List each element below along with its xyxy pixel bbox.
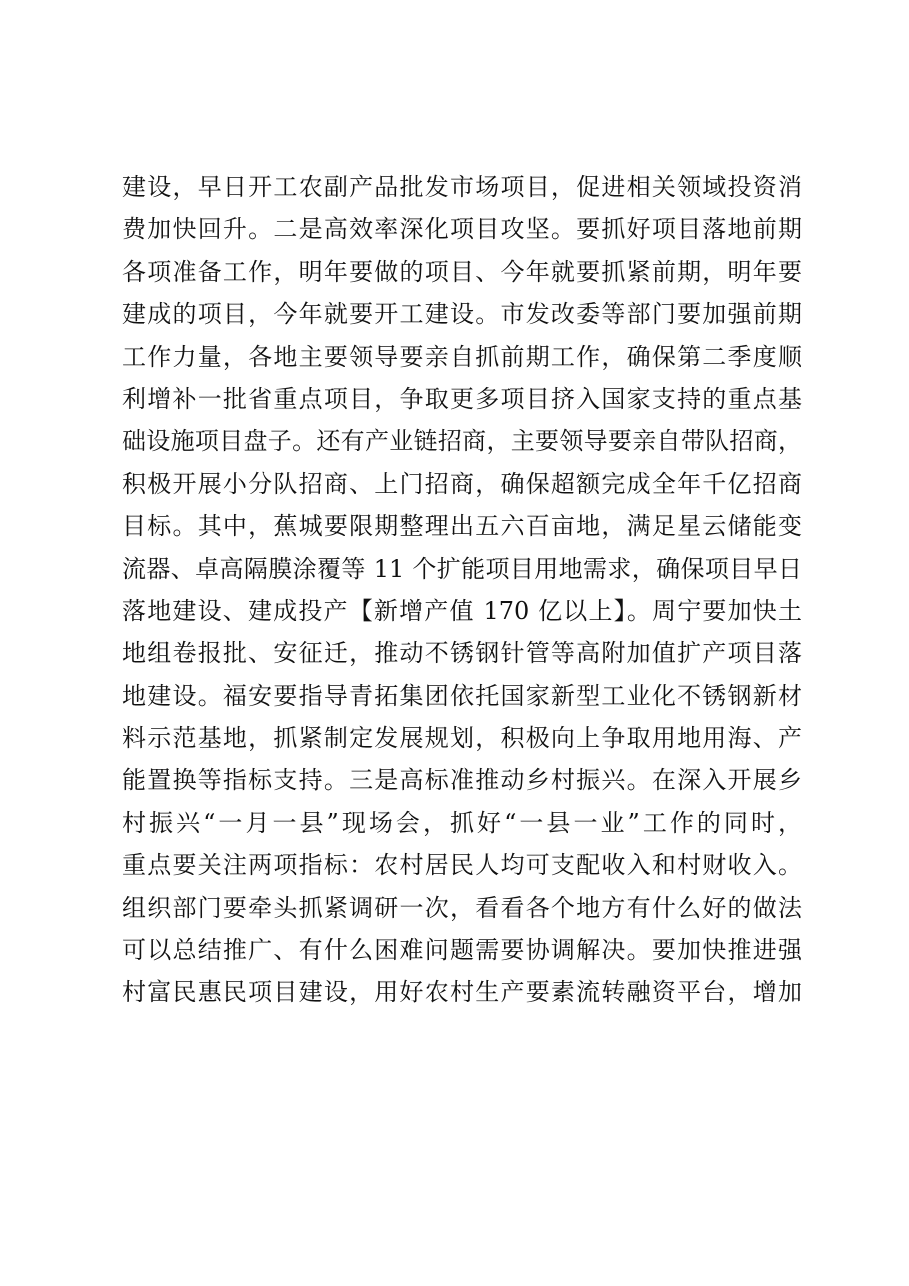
text-line: 积极开展小分队招商、上门招商，确保超额完成全年千亿招商 [122,469,802,498]
text-line: 工作力量，各地主要领导要亲自抓前期工作，确保第二季度顺 [122,342,802,371]
body-paragraph [122,166,802,1014]
text-line: 利增补一批省重点项目，争取更多项目挤入国家支持的重点基 [122,384,802,413]
text-line: 料示范基地，抓紧制定发展规划，积极向上争取用地用海、产 [122,724,802,753]
text-line: 建成的项目，今年就要开工建设。市发改委等部门要加强前期 [122,300,802,329]
text-line: 落地建设、建成投产【新增产值 170 亿以上】。周宁要加快土 [122,596,802,625]
text-line: 村振兴“一月一县”现场会，抓好“一县一业”工作的同时， [122,808,802,837]
text-line: 组织部门要牵头抓紧调研一次，看看各个地方有什么好的做法 [122,893,802,922]
text-line: 重点要关注两项指标：农村居民人均可支配收入和村财收入。 [122,851,802,880]
text-line: 费加快回升。二是高效率深化项目攻坚。要抓好项目落地前期 [122,215,802,244]
text-line: 可以总结推广、有什么困难问题需要协调解决。要加快推进强 [122,936,802,965]
text-line: 础设施项目盘子。还有产业链招商，主要领导要亲自带队招商， [122,427,802,456]
text-line: 目标。其中，蕉城要限期整理出五六百亩地，满足星云储能变 [122,512,802,541]
text-line: 能置换等指标支持。三是高标准推动乡村振兴。在深入开展乡 [122,766,802,795]
text-line: 流器、卓高隔膜涂覆等 11 个扩能项目用地需求，确保项目早日 [122,554,802,583]
text-line: 建设，早日开工农副产品批发市场项目，促进相关领域投资消 [122,173,802,201]
text-line: 地组卷报批、安征迁，推动不锈钢针管等高附加值扩产项目落 [122,639,802,668]
text-line: 村富民惠民项目建设，用好农村生产要素流转融资平台，增加 [122,978,802,1007]
text-line: 各项准备工作，明年要做的项目、今年就要抓紧前期，明年要 [122,257,802,286]
text-line: 地建设。福安要指导青拓集团依托国家新型工业化不锈钢新材 [122,681,802,710]
